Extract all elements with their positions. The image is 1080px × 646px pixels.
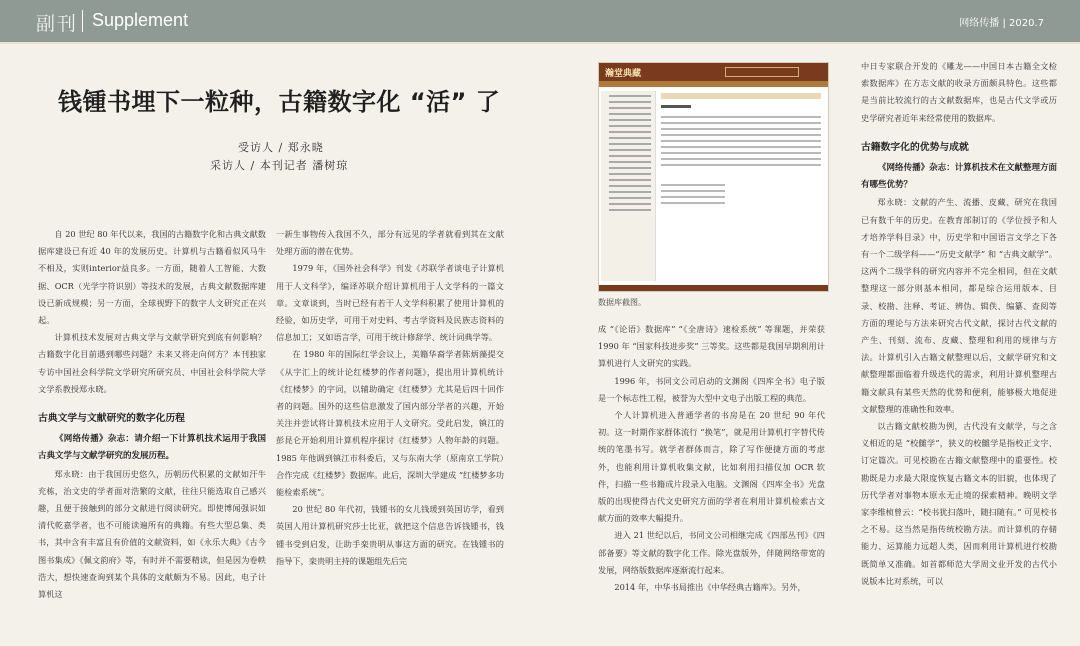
- figure-caption: 数据库截图。: [598, 298, 646, 307]
- question: 《网络传播》杂志：计算机技术在文献整理方面有哪些优势？: [861, 163, 1057, 191]
- section-heading: 古典文学与文献研究的数字化历程: [38, 413, 185, 425]
- paragraph: 郑永晓：由于我国历史悠久，历朝历代积累的文献如汗牛充栋，治文史的学者面对浩繁的文献，往往只能选取自己感兴趣，且便于接触到的部分文献进行阅读研究。即使博闻强识如清代乾嘉学者，也不可能读遍所有的典籍。有些大型总集、类书，其中含有丰富且有价值的文献资料，如《永乐大典》《古今图书集成》《佩文韵府》等，有时并不需要精读，但是因为卷帙浩大，想快速查询到某个具体的文献颇为不易。因此，电子计算机这: [38, 468, 266, 600]
- section-label: 副刊: [36, 13, 79, 35]
- paragraph: 郑永晓：文献的产生、流播、皮藏、研究在我国已有数千年的历史。在教育部制订的《学位授予和人才培养学科目录》中，历史学和中国语言文学之下各有一个二级学科——“历史文献学” 和 “古典文献学”。这两个二级学科的研究内容并不完全相同，但在文献整理这一部分则基本相同，都是综合运用版本、目录、校勘、注释、考证、辨伪、辑佚、编纂、查阅等方面的理论与方法来研究古代文献，探讨古代文献的产生、刊刻、流布、皮藏、整理和利用的规律与方法。计算机引入古籍文献整理以后，文献学研究和文献整理都面临着升级迭代的需求，利用计算机整理古籍文献具有某些天然的优势和便利，能够极大地促进文献整理的准确性和效率。: [861, 197, 1057, 414]
- question: 《网络传播》杂志：请介绍一下计算机技术运用于我国古典文学与文献学研究的发展历程。: [38, 434, 266, 462]
- text-column-1: [38, 226, 266, 603]
- screenshot-main-panel: [661, 93, 821, 281]
- paragraph: 1996 年，书同文公司启动的文渊阁《四库全书》电子版是一个标志性工程，被誉为大型中文电子出版工程的典范。: [598, 375, 825, 403]
- section-heading: 古籍数字化的优势与成就: [861, 141, 969, 153]
- screenshot-nav-bar: [599, 81, 828, 87]
- header-divider: [82, 10, 83, 32]
- paragraph: 1979 年，《国外社会科学》刊发《苏联学者谈电子计算机用于人文科学》，编译苏联介绍计算机用于人文学科的一篇文章。文章谈到，当时已经有若干人文学科积累了使用计算机的经验，如历史学，可用于对史料、考古学资料及民族志资料的信息加工；又如语言学，可用于统计修辞学、统计词典学等。: [276, 263, 504, 343]
- banner-decoration: [725, 67, 799, 77]
- page-header: [0, 0, 1080, 42]
- paragraph: 进入 21 世纪以后，书同文公司相继完成《四部丛刊》《四部备要》等文献的数字化工作。除光盘版外，伴随网络带宽的发展，网络版数据库逐渐流行起来。: [598, 530, 825, 575]
- paragraph: 中日专家联合开发的《雕龙——中国日本古籍全文检索数据库》在方志文献的收录方面颇具特色。这些都是当前比较流行的古文献数据库，也是古代文学或历史学研究者近年来经常使用的数据库。: [861, 61, 1057, 123]
- paragraph: 一新生事物传入我国不久，部分有远见的学者就看到其在文献处理方面的潜在优势。: [276, 229, 504, 257]
- issue-label: 网络传播 | 2020.7: [959, 18, 1044, 29]
- paragraph: 个人计算机进入普通学者的书房是在 20 世纪 90 年代初。这一时期作家群体流行 “换笔”，就是用计算机打字替代传统的笔墨书写。就学者群体而言，除了写作便捷方面的考虑外，也能利用计算机收集文献，比如利用扫描仪加 OCR 软件，扫描一些书籍成片段录入电脑。文渊阁《四库全书》光盘版的出现使得古代文史研究方面的学者在利用计算机检索古文献方面的效率大幅提升。: [598, 410, 825, 524]
- paragraph: 20 世纪 80 年代初，钱锺书的女儿钱瑗到英国访学，看到英国人用计算机研究莎士比亚，就把这个信息告诉钱锺书，钱锺书受到启发，让助手栾贵明从事这方面的研究。在钱锺书的指导下，栾贵明主持的课题组先后完: [276, 504, 504, 566]
- database-screenshot-image: [598, 62, 829, 292]
- paragraph: 在 1980 年的国际红学会议上，美籍华裔学者陈炳藻提交《从字汇上的统计论红楼梦的作者问题》，提出用计算机统计《红楼梦》的字词，以辅助确定《红楼梦》尤其是后四十回作者的问题。国外的这些信息激发了国内部分学者的兴趣，开始关注并尝试将计算机技术应用于人文研究。受此启发，镇江的彭昆仑开始利用计算机程序探讨《红楼梦》人物年龄的问题。1985 年他调到镇江市科委后，又与东南大学（原南京工学院）合作完成《红楼梦》数据库。此后，深圳大学建成 “红楼梦多功能检索系统”。: [276, 349, 504, 498]
- interviewee-byline: 受访人 / 郑永晓: [238, 141, 324, 154]
- text-column-3: [598, 321, 825, 596]
- interviewer-byline: 采访人 / 本刊记者 潘树琼: [210, 159, 349, 172]
- database-logo: 瀚堂典藏: [605, 69, 642, 79]
- paragraph: 自 20 世纪 80 年代以来，我国的古籍数字化和古典文献数据库建设已有近 40 年的发展历史。计算机与古籍看似风马牛不相及，实则interior益良多。一方面，随着人工智能、大数据、OCR（光学字符识别）等技术的发展，古典文献数据库建设已新成规模；另一方面，全球视野下的数字人文研究正在兴起。: [38, 229, 266, 326]
- screenshot-sidebar: [601, 91, 656, 281]
- text-column-2: [276, 226, 504, 570]
- screenshot-footer: [599, 285, 828, 291]
- section-label-en: Supplement: [92, 10, 189, 30]
- paragraph: 2014 年，中华书局推出《中华经典古籍库》。另外，: [614, 582, 806, 593]
- text-column-4: [861, 58, 1057, 590]
- paragraph: 计算机技术发展对古典文学与文献学研究到底有何影响？古籍数字化目前遇到哪些问题？未来又将走向何方？本刊独家专访中国社会科学院文学研究所研究员、中国社会科学院大学文学系教授郑永晓。: [38, 332, 266, 394]
- screenshot-header: [599, 63, 828, 81]
- header-rule: [0, 42, 1080, 44]
- paragraph: 成 “《论语》数据库” “《全唐诗》速检系统” 等课题，并荣获 1990 年 “国家科技进步奖” 三等奖。这些都是我国早期利用计算机进行人文研究的实践。: [598, 324, 825, 369]
- paragraph: 以古籍文献校勘为例，古代没有文献学，与之含义相近的是 “校雠学”，狭义的校雠学是指校正文字、订定篇次。可见校勘在古籍文献整理中的重要性。校勘既是力求最大限度恢复古籍文本的旧貌，也体现了历代学者对事物本原永无止境的探索精神。晚明文学家李维桢曾云：“校书犹扫落叶，随扫随有。” 可见校书之不易。这当然是指传统校勘方法。而计算机的存储能力、运算能力远超人类，因而利用计算机进行校勘既简单又准确。如首都师范大学周文业开发的古代小说版本比对系统，可以: [861, 421, 1057, 586]
- article-title: 钱锺书埋下一粒种，古籍数字化 “活” 了: [58, 88, 501, 116]
